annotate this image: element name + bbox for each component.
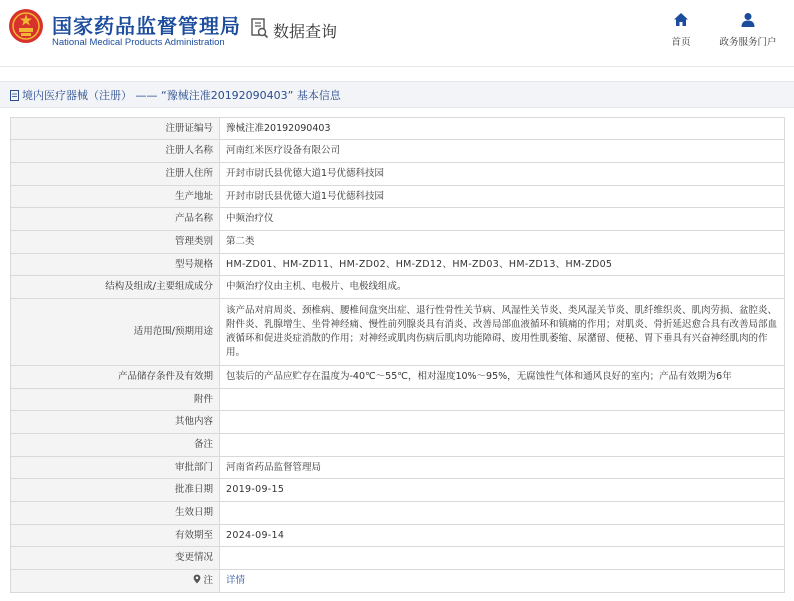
home-icon (673, 12, 689, 28)
field-value (220, 434, 785, 457)
field-value (220, 389, 785, 411)
data-query-icon[interactable] (251, 18, 269, 40)
field-value-cell (220, 570, 785, 593)
breadcrumb (0, 81, 794, 108)
field-label: 产品储存条件及有效期 (11, 366, 220, 389)
table-row (11, 299, 785, 366)
details-link[interactable]: 详情 (226, 575, 246, 586)
brand-title[interactable]: 国家药品监督管理局 (52, 14, 241, 38)
field-label: 管理类别 (11, 231, 220, 254)
data-query-label[interactable]: 数据查询 (273, 22, 338, 41)
table-row (11, 276, 785, 299)
table-row (11, 186, 785, 208)
field-label: 结构及组成/主要组成成分 (11, 276, 220, 299)
table-row (11, 434, 785, 457)
table-row (11, 457, 785, 479)
field-value: 包装后的产品应贮存在温度为-40℃～55℃，相对湿度10%～95%，无腐蚀性气体和通风良好的室内；产品有效期为6年 (220, 366, 785, 389)
field-label: 变更情况 (11, 547, 220, 570)
field-value: 开封市尉氏县优德大道1号优德科技园 (220, 163, 785, 186)
field-label: 产品名称 (11, 208, 220, 231)
nav-home-label: 首页 (671, 37, 691, 48)
registration-info-table (10, 117, 785, 593)
table-row (11, 547, 785, 570)
table-row (11, 525, 785, 547)
user-icon (740, 12, 756, 28)
table-row (11, 502, 785, 525)
field-value: 该产品对肩周炎、颈椎病、腰椎间盘突出症、退行性骨性关节病、风湿性关节炎、类风湿关节炎、肌纤维织炎、肌肉劳损、盆腔炎、附件炎、乳腺增生、坐骨神经痛、慢性前列腺炎具有消炎、改善局部血液循环和镇痛的作用；对肌炎、骨折延迟愈合具有改善局部血液循环和促进炎症消散的作用；对神经或肌肉伤病后肌肉功能障碍、废用性肌萎缩、尿潴留、便秘、胃下垂具有兴奋神经肌肉的作用。 (220, 299, 785, 366)
field-value: HM-ZD01、HM-ZD11、HM-ZD02、HM-ZD12、HM-ZD03、HM-ZD13、HM-ZD05 (220, 254, 785, 276)
nav-service-portal[interactable] (712, 12, 784, 48)
brand-subtitle[interactable]: National Medical Products Administration (52, 37, 225, 48)
field-label: 有效期至 (11, 525, 220, 547)
location-pin-icon (193, 574, 201, 584)
field-label: 注 (203, 575, 213, 586)
table-row (11, 366, 785, 389)
note-label-cell (11, 570, 220, 593)
table-row (11, 479, 785, 502)
field-label: 注册人名称 (11, 140, 220, 163)
table-row (11, 254, 785, 276)
table-row (11, 140, 785, 163)
field-label: 其他内容 (11, 411, 220, 434)
field-value: 豫械注准20192090403 (220, 118, 785, 140)
table-row (11, 389, 785, 411)
field-value (220, 411, 785, 434)
nav-service-portal-label: 政务服务门户 (719, 37, 777, 48)
field-value (220, 547, 785, 570)
field-label: 审批部门 (11, 457, 220, 479)
field-label: 型号规格 (11, 254, 220, 276)
field-label: 生产地址 (11, 186, 220, 208)
field-value: 第二类 (220, 231, 785, 254)
field-value: 2024-09-14 (220, 525, 785, 547)
field-label: 附件 (11, 389, 220, 411)
field-value (220, 502, 785, 525)
table-row (11, 411, 785, 434)
site-header (0, 0, 794, 62)
table-row (11, 163, 785, 186)
field-label: 批准日期 (11, 479, 220, 502)
table-row (11, 231, 785, 254)
breadcrumb-title (10, 87, 341, 103)
header-divider (0, 66, 794, 67)
field-value: 2019-09-15 (220, 479, 785, 502)
table-row (11, 118, 785, 140)
field-label: 适用范围/预期用途 (11, 299, 220, 366)
field-value: 河南红米医疗设备有限公司 (220, 140, 785, 163)
field-label: 生效日期 (11, 502, 220, 525)
table-row (11, 208, 785, 231)
national-emblem-logo-icon[interactable] (8, 8, 44, 44)
field-label: 注册人住所 (11, 163, 220, 186)
field-value: 开封市尉氏县优德大道1号优德科技园 (220, 186, 785, 208)
breadcrumb-text: 境内医疗器械（注册） —— “豫械注准20192090403” 基本信息 (22, 89, 341, 102)
field-label: 备注 (11, 434, 220, 457)
field-value: 中频治疗仪由主机、电极片、电极线组成。 (220, 276, 785, 299)
field-value: 中频治疗仪 (220, 208, 785, 231)
table-row (11, 570, 785, 593)
nav-home[interactable] (663, 12, 699, 48)
field-label: 注册证编号 (11, 118, 220, 140)
document-icon (10, 90, 19, 101)
field-value: 河南省药品监督管理局 (220, 457, 785, 479)
